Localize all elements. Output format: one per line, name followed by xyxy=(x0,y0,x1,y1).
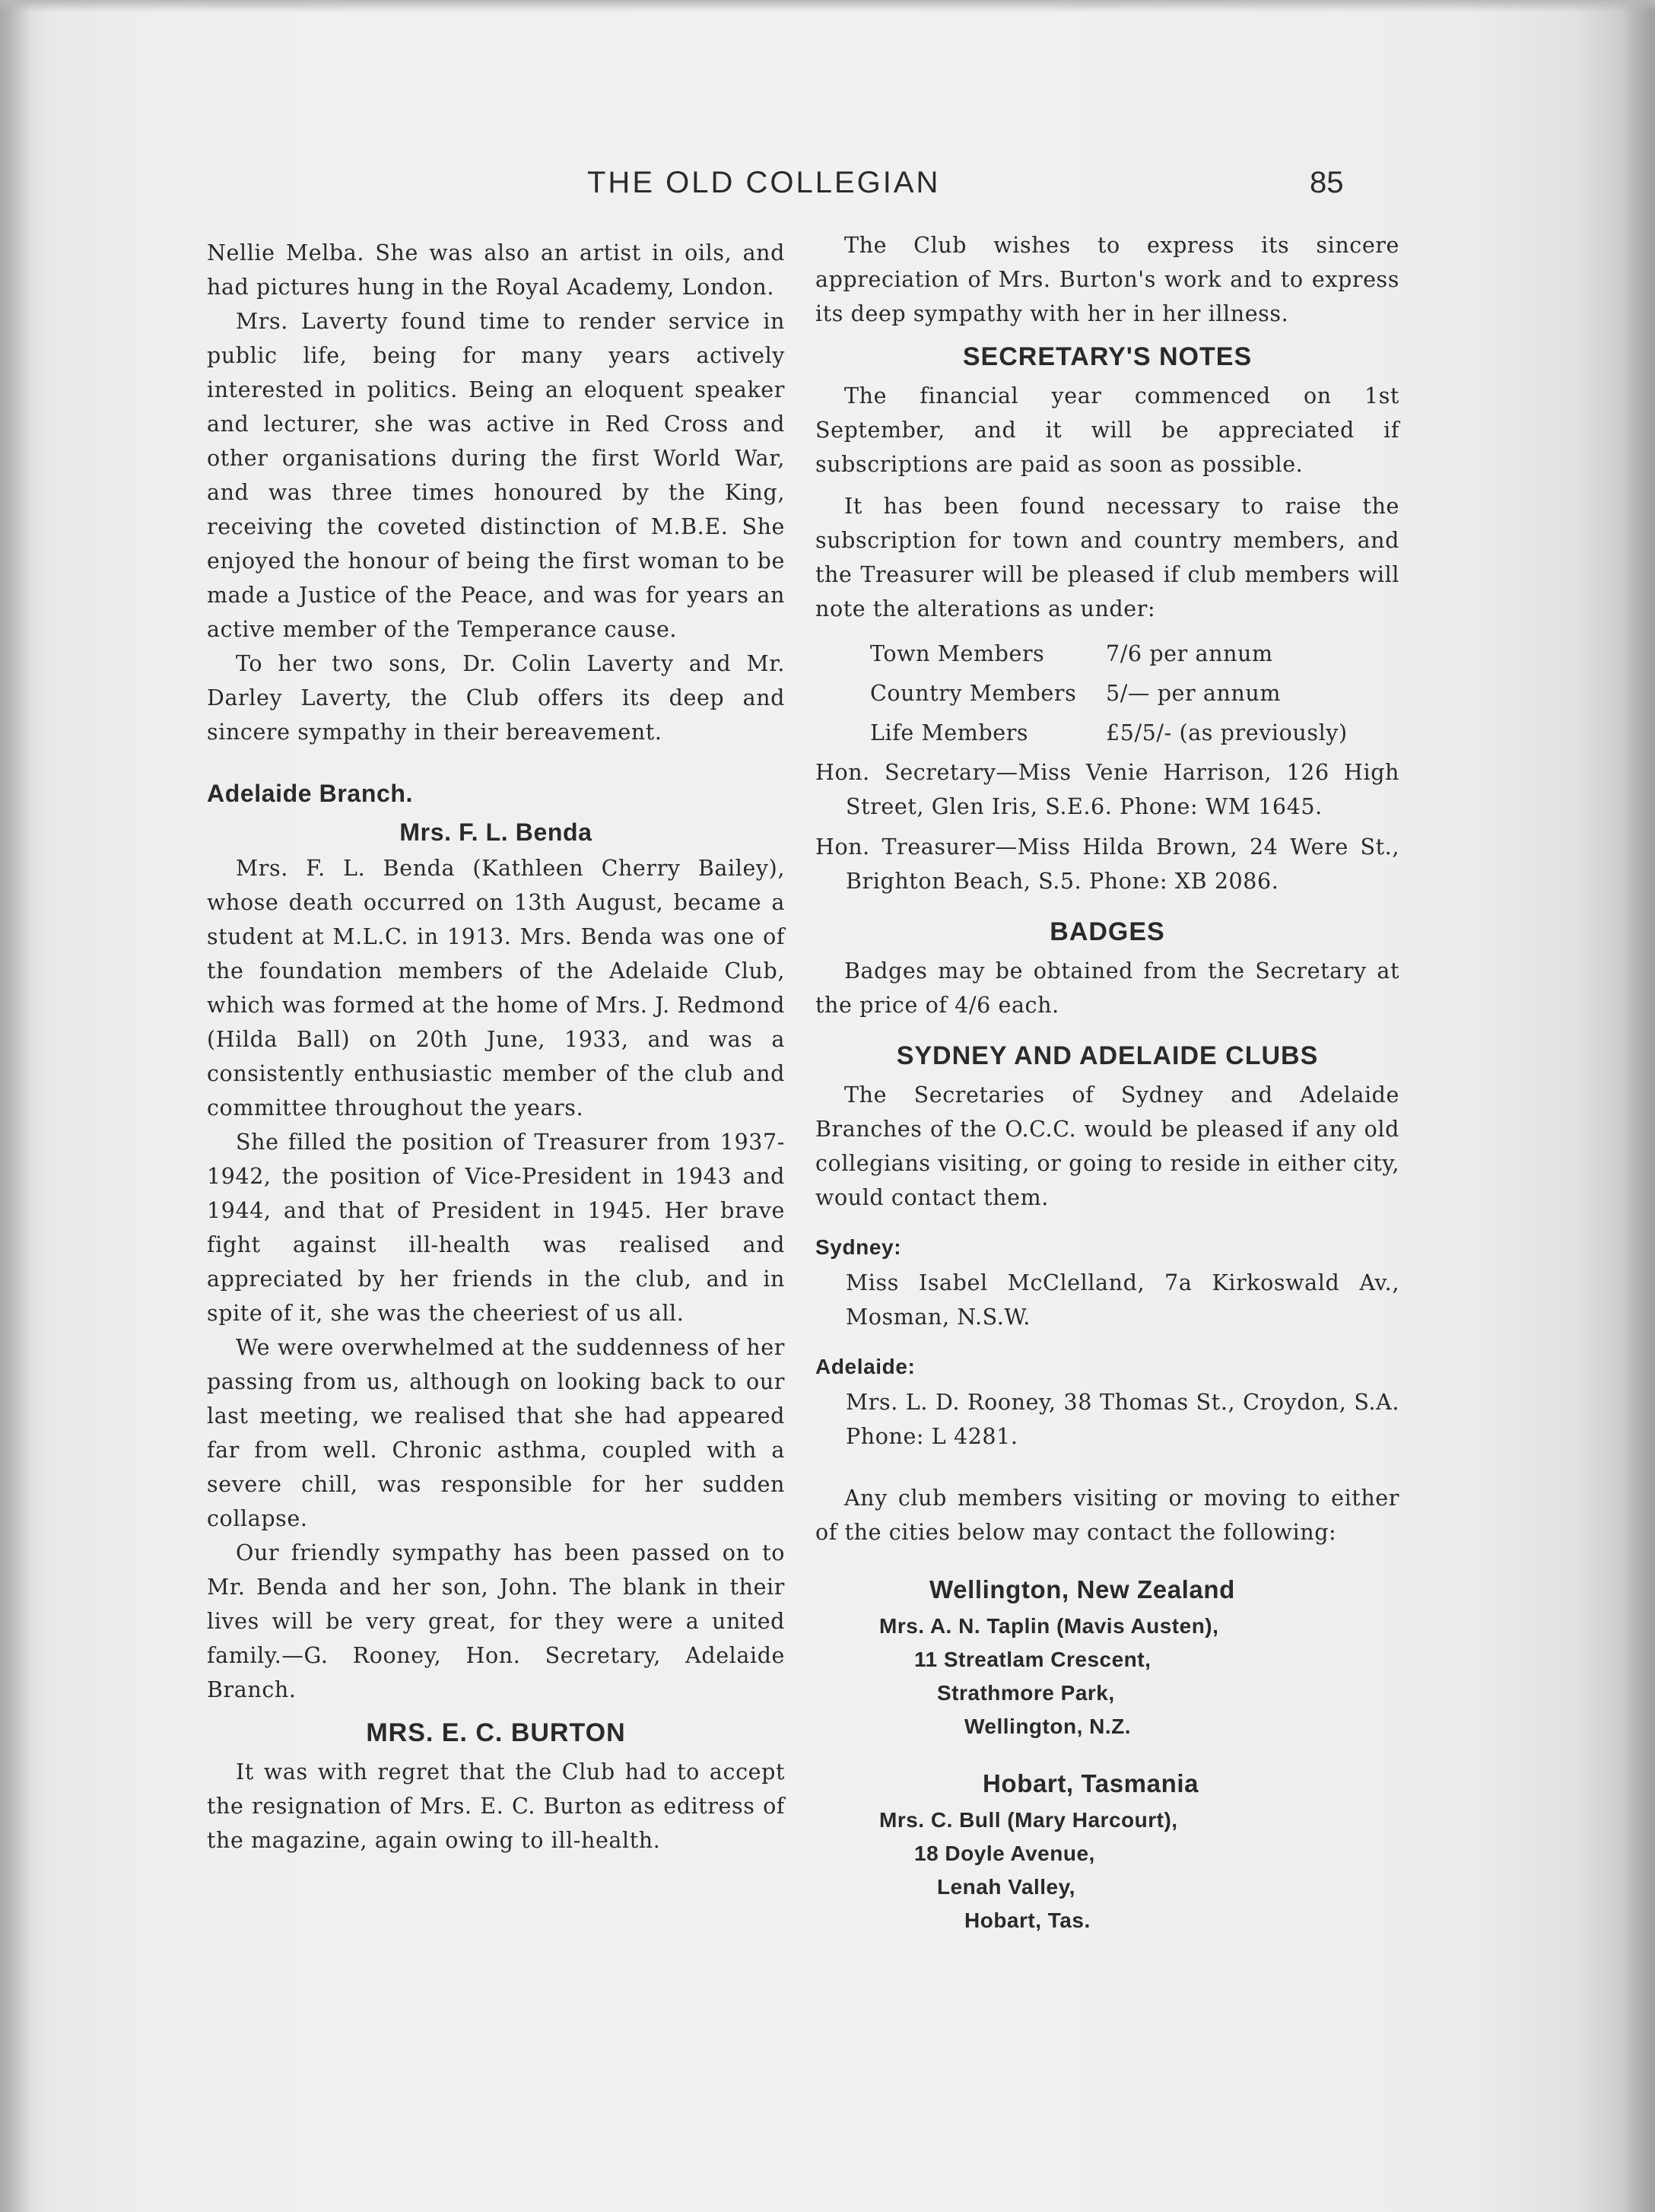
hon-secretary-entry: Hon. Secretary—Miss Venie Harrison, 126 High Street, Glen Iris, S.E.6. Phone: WM 1645. xyxy=(815,760,1399,819)
fee-value: 5/— per annum xyxy=(1106,680,1281,706)
heading-sydney-adelaide-clubs: SYDNEY AND ADELAIDE CLUBS xyxy=(896,1041,1319,1070)
paragraph: It has been found necessary to raise the subscription for town and country members, and the Treasurer will be pleased if club members will note the alterations as under: xyxy=(815,494,1399,621)
sydney-contact: Miss Isabel McClelland, 7a Kirkoswald Av., Mosman, N.S.W. xyxy=(846,1270,1399,1330)
heading-secretarys-notes: SECRETARY'S NOTES xyxy=(962,342,1253,371)
wellington-address-line: Strathmore Park, xyxy=(937,1681,1115,1705)
adelaide-contact: Mrs. L. D. Rooney, 38 Thomas St., Croydon, S.A. Phone: L 4281. xyxy=(846,1390,1399,1449)
paragraph: Mrs. Laverty found time to render service in public life, being for many years actively interested in politics. Being an eloquent speaker and lecturer, she was active in Red Cross and other organisations during the first World War, and was three times honoured by the King, receiving the coveted distinction of M.B.E. She enjoyed the honour of being the first woman to be made a Justice of the Peace, and was for years an active member of the Temperance cause. xyxy=(207,309,785,642)
paragraph: Mrs. F. L. Benda (Kathleen Cherry Bailey), whose death occurred on 13th August, became a student at M.L.C. in 1913. Mrs. Benda was one of the foundation members of the Adelaide Club, which was formed at the home of Mrs. J. Redmond (Hilda Ball) on 20th June, 1933, and was a consistently enthusiastic member of the club and committee throughout the years. xyxy=(207,856,785,1120)
hobart-address-line: Lenah Valley, xyxy=(937,1875,1075,1899)
paragraph: The financial year commenced on 1st September, and it will be appreciated if subscriptions are paid as soon as possible. xyxy=(815,383,1399,477)
fee-label: Town Members xyxy=(870,640,1045,666)
paragraph: She filled the position of Treasurer from 1937-1942, the position of Vice-President in 1943 and 1944, and that of President in 1945. Her brave fight against ill-health was realised and appreciated by her friends in the club, and in spite of it, she was the cheeriest of us all. xyxy=(207,1130,785,1326)
paragraph: The Secretaries of Sydney and Adelaide Branches of the O.C.C. would be pleased if any old collegians visiting, or going to reside in either city, would contact them. xyxy=(815,1082,1399,1210)
heading-mrs-burton: MRS. E. C. BURTON xyxy=(366,1718,626,1747)
binding-shadow xyxy=(0,0,30,2212)
spacer xyxy=(815,1454,1399,1481)
paragraph: It was with regret that the Club had to accept the resignation of Mrs. E. C. Burton as editress of the magazine, again owing to ill-health. xyxy=(207,1759,785,1853)
running-title: THE OLD COLLEGIAN xyxy=(587,166,941,199)
hobart-address-line: 18 Doyle Avenue, xyxy=(914,1842,1095,1865)
paragraph: Any club members visiting or moving to either of the cities below may contact the following: xyxy=(815,1486,1399,1545)
wellington-address-line: Mrs. A. N. Taplin (Mavis Austen), xyxy=(879,1614,1219,1638)
left-column xyxy=(207,236,785,1858)
heading-mrs-benda: Mrs. F. L. Benda xyxy=(399,818,592,846)
fee-value: 7/6 per annum xyxy=(1106,640,1273,666)
page-edge-shadow xyxy=(1622,0,1655,2212)
section-heading-adelaide-branch: Adelaide Branch. xyxy=(207,780,414,807)
right-column xyxy=(815,228,1399,1937)
wellington-address-line: Wellington, N.Z. xyxy=(964,1715,1132,1738)
label-sydney: Sydney: xyxy=(815,1235,902,1259)
paragraph: Our friendly sympathy has been passed on to Mr. Benda and her son, John. The blank in their lives will be very great, for they were a united family.—G. Rooney, Hon. Secretary, Adelaide Branch. xyxy=(207,1540,785,1702)
paragraph: The Club wishes to express its sincere appreciation of Mrs. Burton's work and to express its deep sympathy with her in her illness. xyxy=(815,233,1399,326)
paragraph: Nellie Melba. She was also an artist in oils, and had pictures hung in the Royal Academy, London. xyxy=(207,240,785,300)
page-number: 85 xyxy=(1310,166,1344,199)
heading-badges: BADGES xyxy=(1050,917,1165,946)
fee-label: Life Members xyxy=(870,720,1029,745)
paragraph: Badges may be obtained from the Secretary at the price of 4/6 each. xyxy=(815,958,1399,1018)
fee-row-country xyxy=(815,673,1399,713)
fee-row-life xyxy=(815,713,1399,752)
paragraph: We were overwhelmed at the suddenness of her passing from us, although on looking back to our last meeting, we realised that she had appeared far from well. Chronic asthma, coupled with a severe chill, was responsible for her sudden collapse. xyxy=(207,1335,785,1531)
subscription-fees-list xyxy=(815,634,1399,752)
wellington-address-line: 11 Streatlam Crescent, xyxy=(914,1648,1152,1671)
hobart-address-line: Hobart, Tas. xyxy=(964,1908,1091,1932)
top-edge-shadow xyxy=(0,0,1655,12)
hobart-heading: Hobart, Tasmania xyxy=(983,1769,1199,1797)
label-adelaide: Adelaide: xyxy=(815,1355,916,1378)
fee-label: Country Members xyxy=(870,680,1077,706)
wellington-heading: Wellington, New Zealand xyxy=(929,1575,1235,1603)
paragraph: To her two sons, Dr. Colin Laverty and Mr. Darley Laverty, the Club offers its deep and sincere sympathy in their bereavement. xyxy=(207,651,785,745)
hobart-address-line: Mrs. C. Bull (Mary Harcourt), xyxy=(879,1808,1178,1832)
fee-row-town xyxy=(815,634,1399,673)
hon-treasurer-entry: Hon. Treasurer—Miss Hilda Brown, 24 Were St., Brighton Beach, S.5. Phone: XB 2086. xyxy=(815,834,1399,894)
fee-value: £5/5/- (as previously) xyxy=(1106,720,1348,745)
